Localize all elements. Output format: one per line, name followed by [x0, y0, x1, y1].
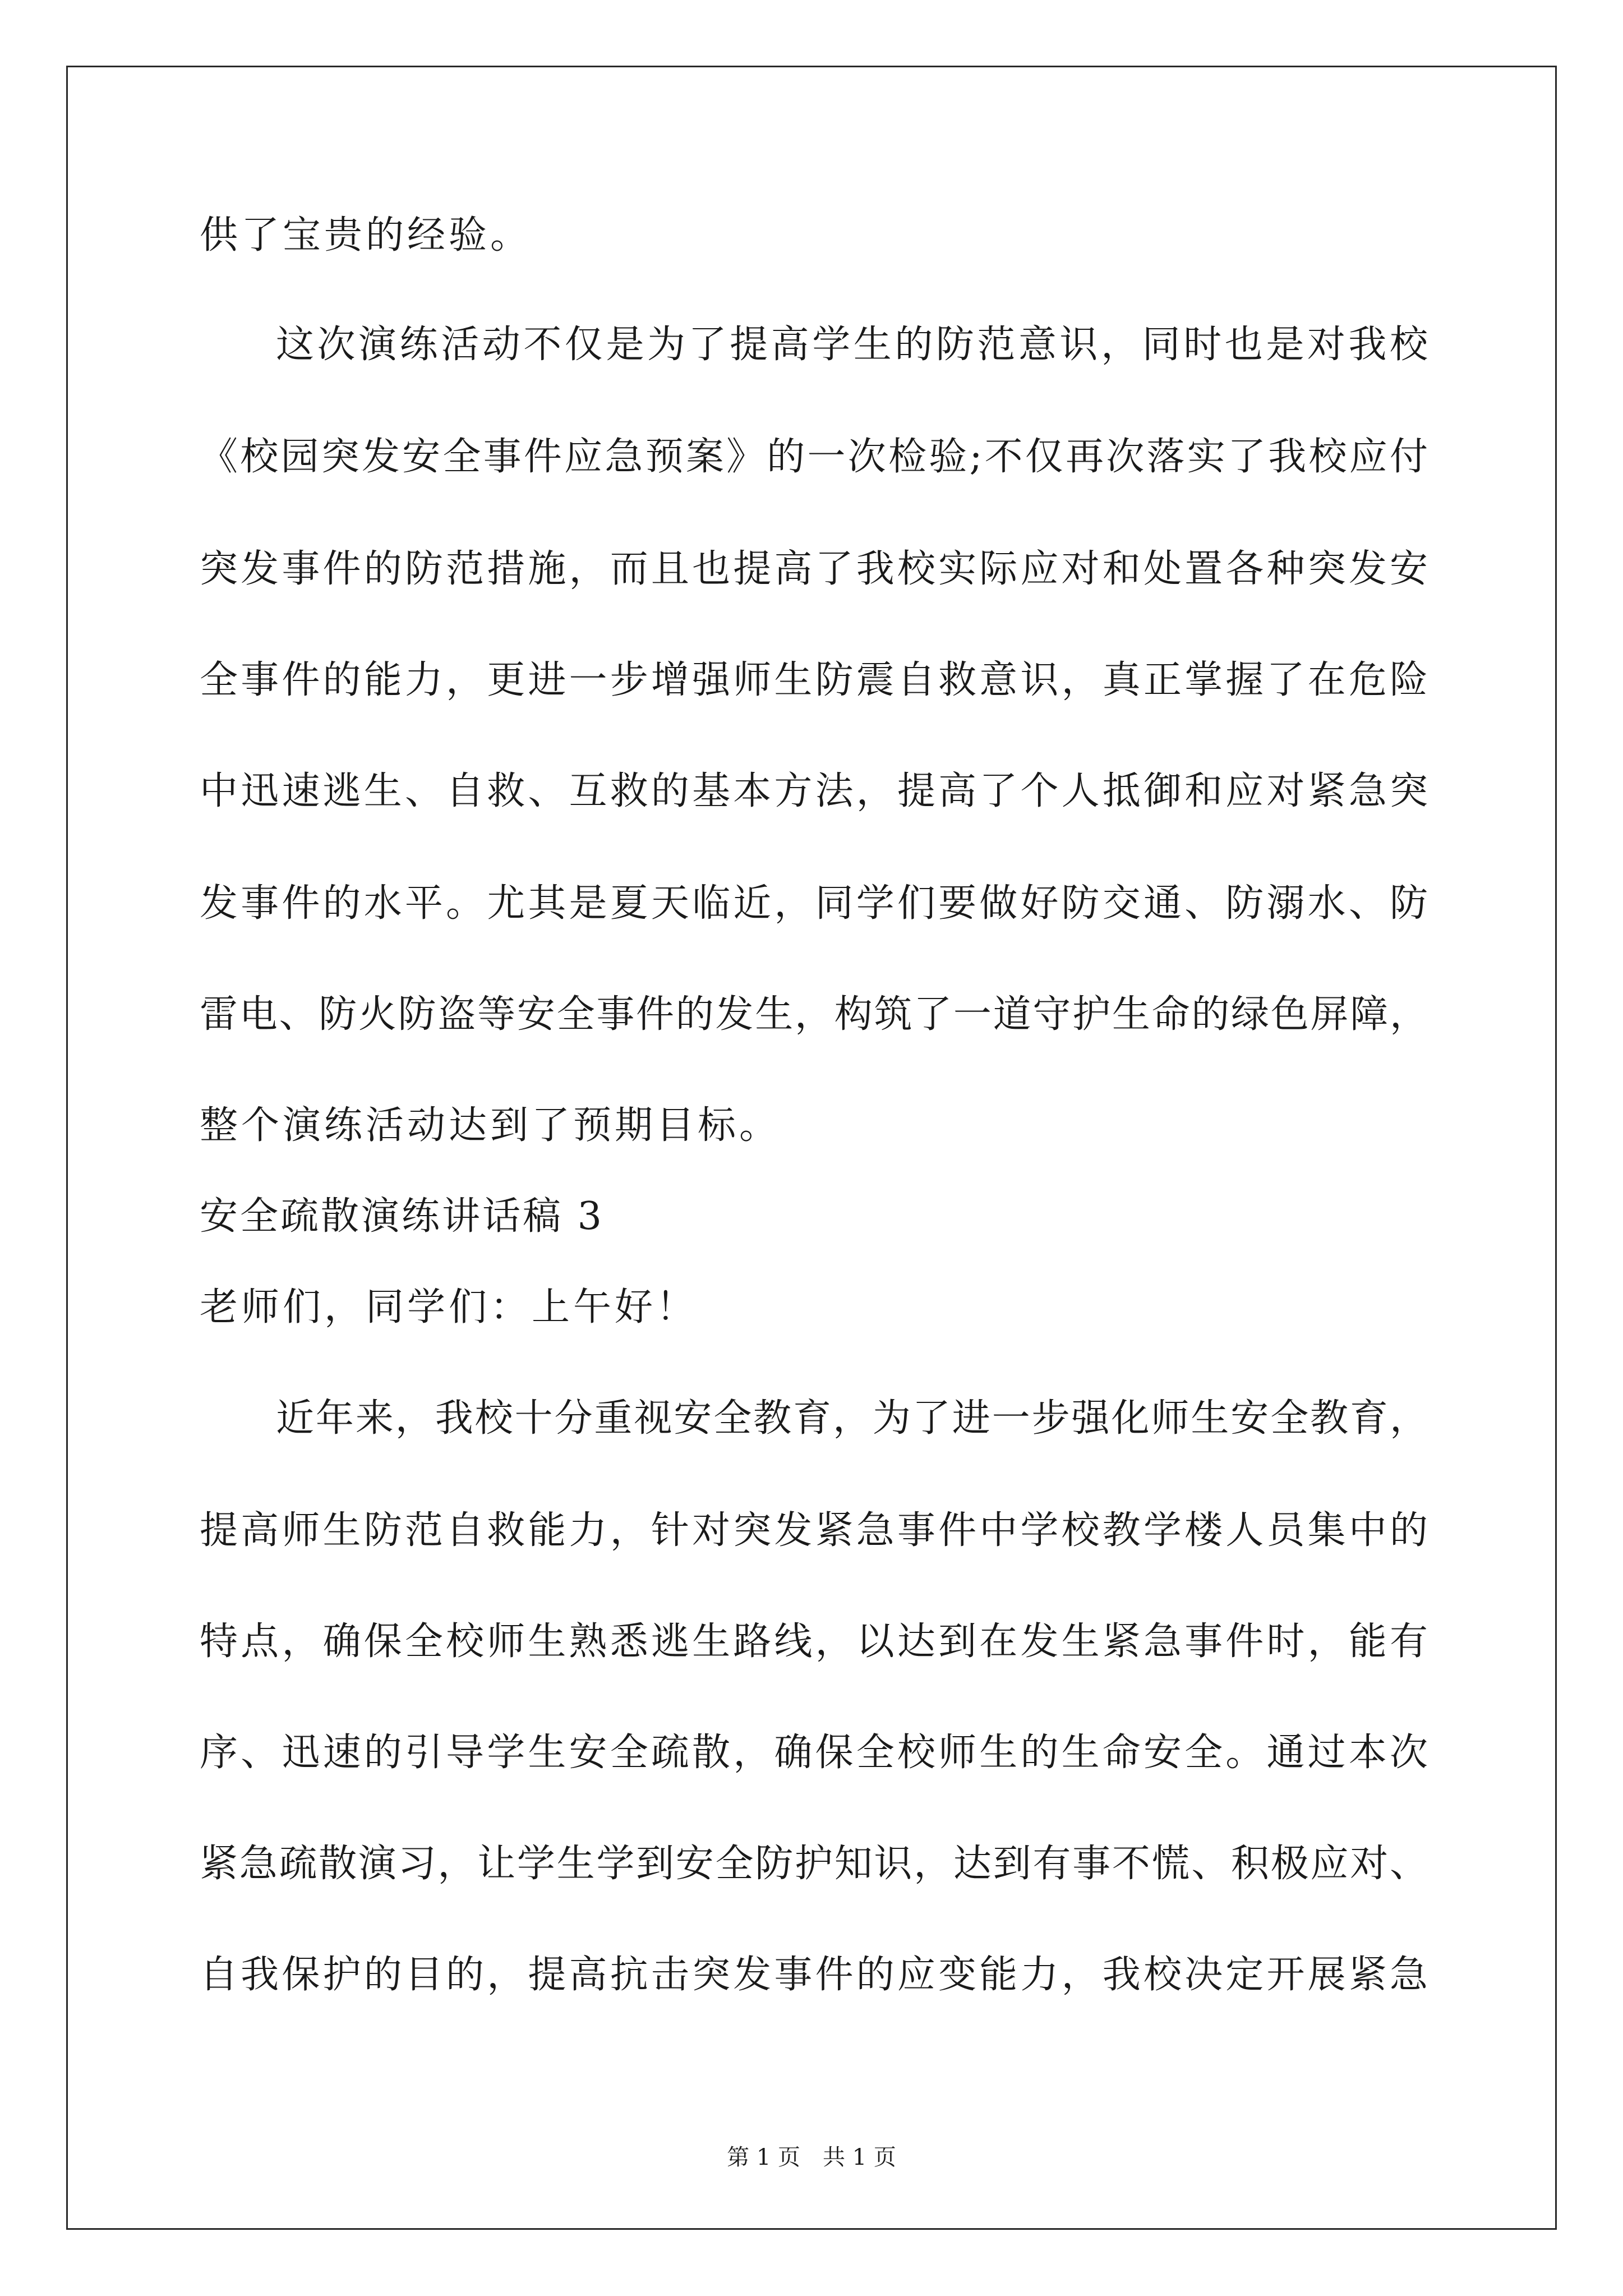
text-line-4: 突发事件的防范措施，而且也提高了我校实际应对和处置各种突发安 — [200, 547, 1428, 591]
text-line-15: 序、迅速的引导学生安全疏散，确保全校师生的生命安全。通过本次 — [200, 1731, 1428, 1775]
text-line-5: 全事件的能力，更进一步增强师生防震自救意识，真正掌握了在危险 — [200, 658, 1428, 702]
text-line-1: 供了宝贵的经验。 — [200, 213, 532, 257]
page-number: 第 1 页 — [727, 2145, 800, 2170]
text-line-12: 近年来，我校十分重视安全教育，为了进一步强化师生安全教育， — [276, 1396, 1428, 1441]
greeting-line: 老师们，同学们：上午好！ — [200, 1285, 698, 1329]
text-line-7: 发事件的水平。尤其是夏天临近，同学们要做好防交通、防溺水、防 — [200, 881, 1428, 926]
text-line-17: 自我保护的目的，提高抗击突发事件的应变能力，我校决定开展紧急 — [200, 1953, 1428, 1997]
text-line-6: 中迅速逃生、自救、互救的基本方法，提高了个人抵御和应对紧急突 — [200, 769, 1428, 813]
text-line-8: 雷电、防火防盗等安全事件的发生，构筑了一道守护生命的绿色屏障， — [200, 992, 1428, 1037]
text-line-2: 这次演练活动不仅是为了提高学生的防范意识，同时也是对我校 — [276, 323, 1428, 367]
page-footer — [0, 2142, 1623, 2173]
text-line-13: 提高师生防范自救能力，针对突发紧急事件中学校教学楼人员集中的 — [200, 1508, 1428, 1553]
text-line-16: 紧急疏散演习，让学生学到安全防护知识，达到有事不慌、积极应对、 — [200, 1842, 1428, 1886]
page-total: 共 1 页 — [823, 2145, 896, 2170]
text-line-9: 整个演练活动达到了预期目标。 — [200, 1103, 781, 1148]
text-line-3: 《校园突发安全事件应急预案》的一次检验;不仅再次落实了我校应付 — [200, 435, 1428, 479]
text-line-14: 特点，确保全校师生熟悉逃生路线，以达到在发生紧急事件时，能有 — [200, 1619, 1428, 1664]
section-heading: 安全疏散演练讲话稿 3 — [200, 1194, 604, 1239]
